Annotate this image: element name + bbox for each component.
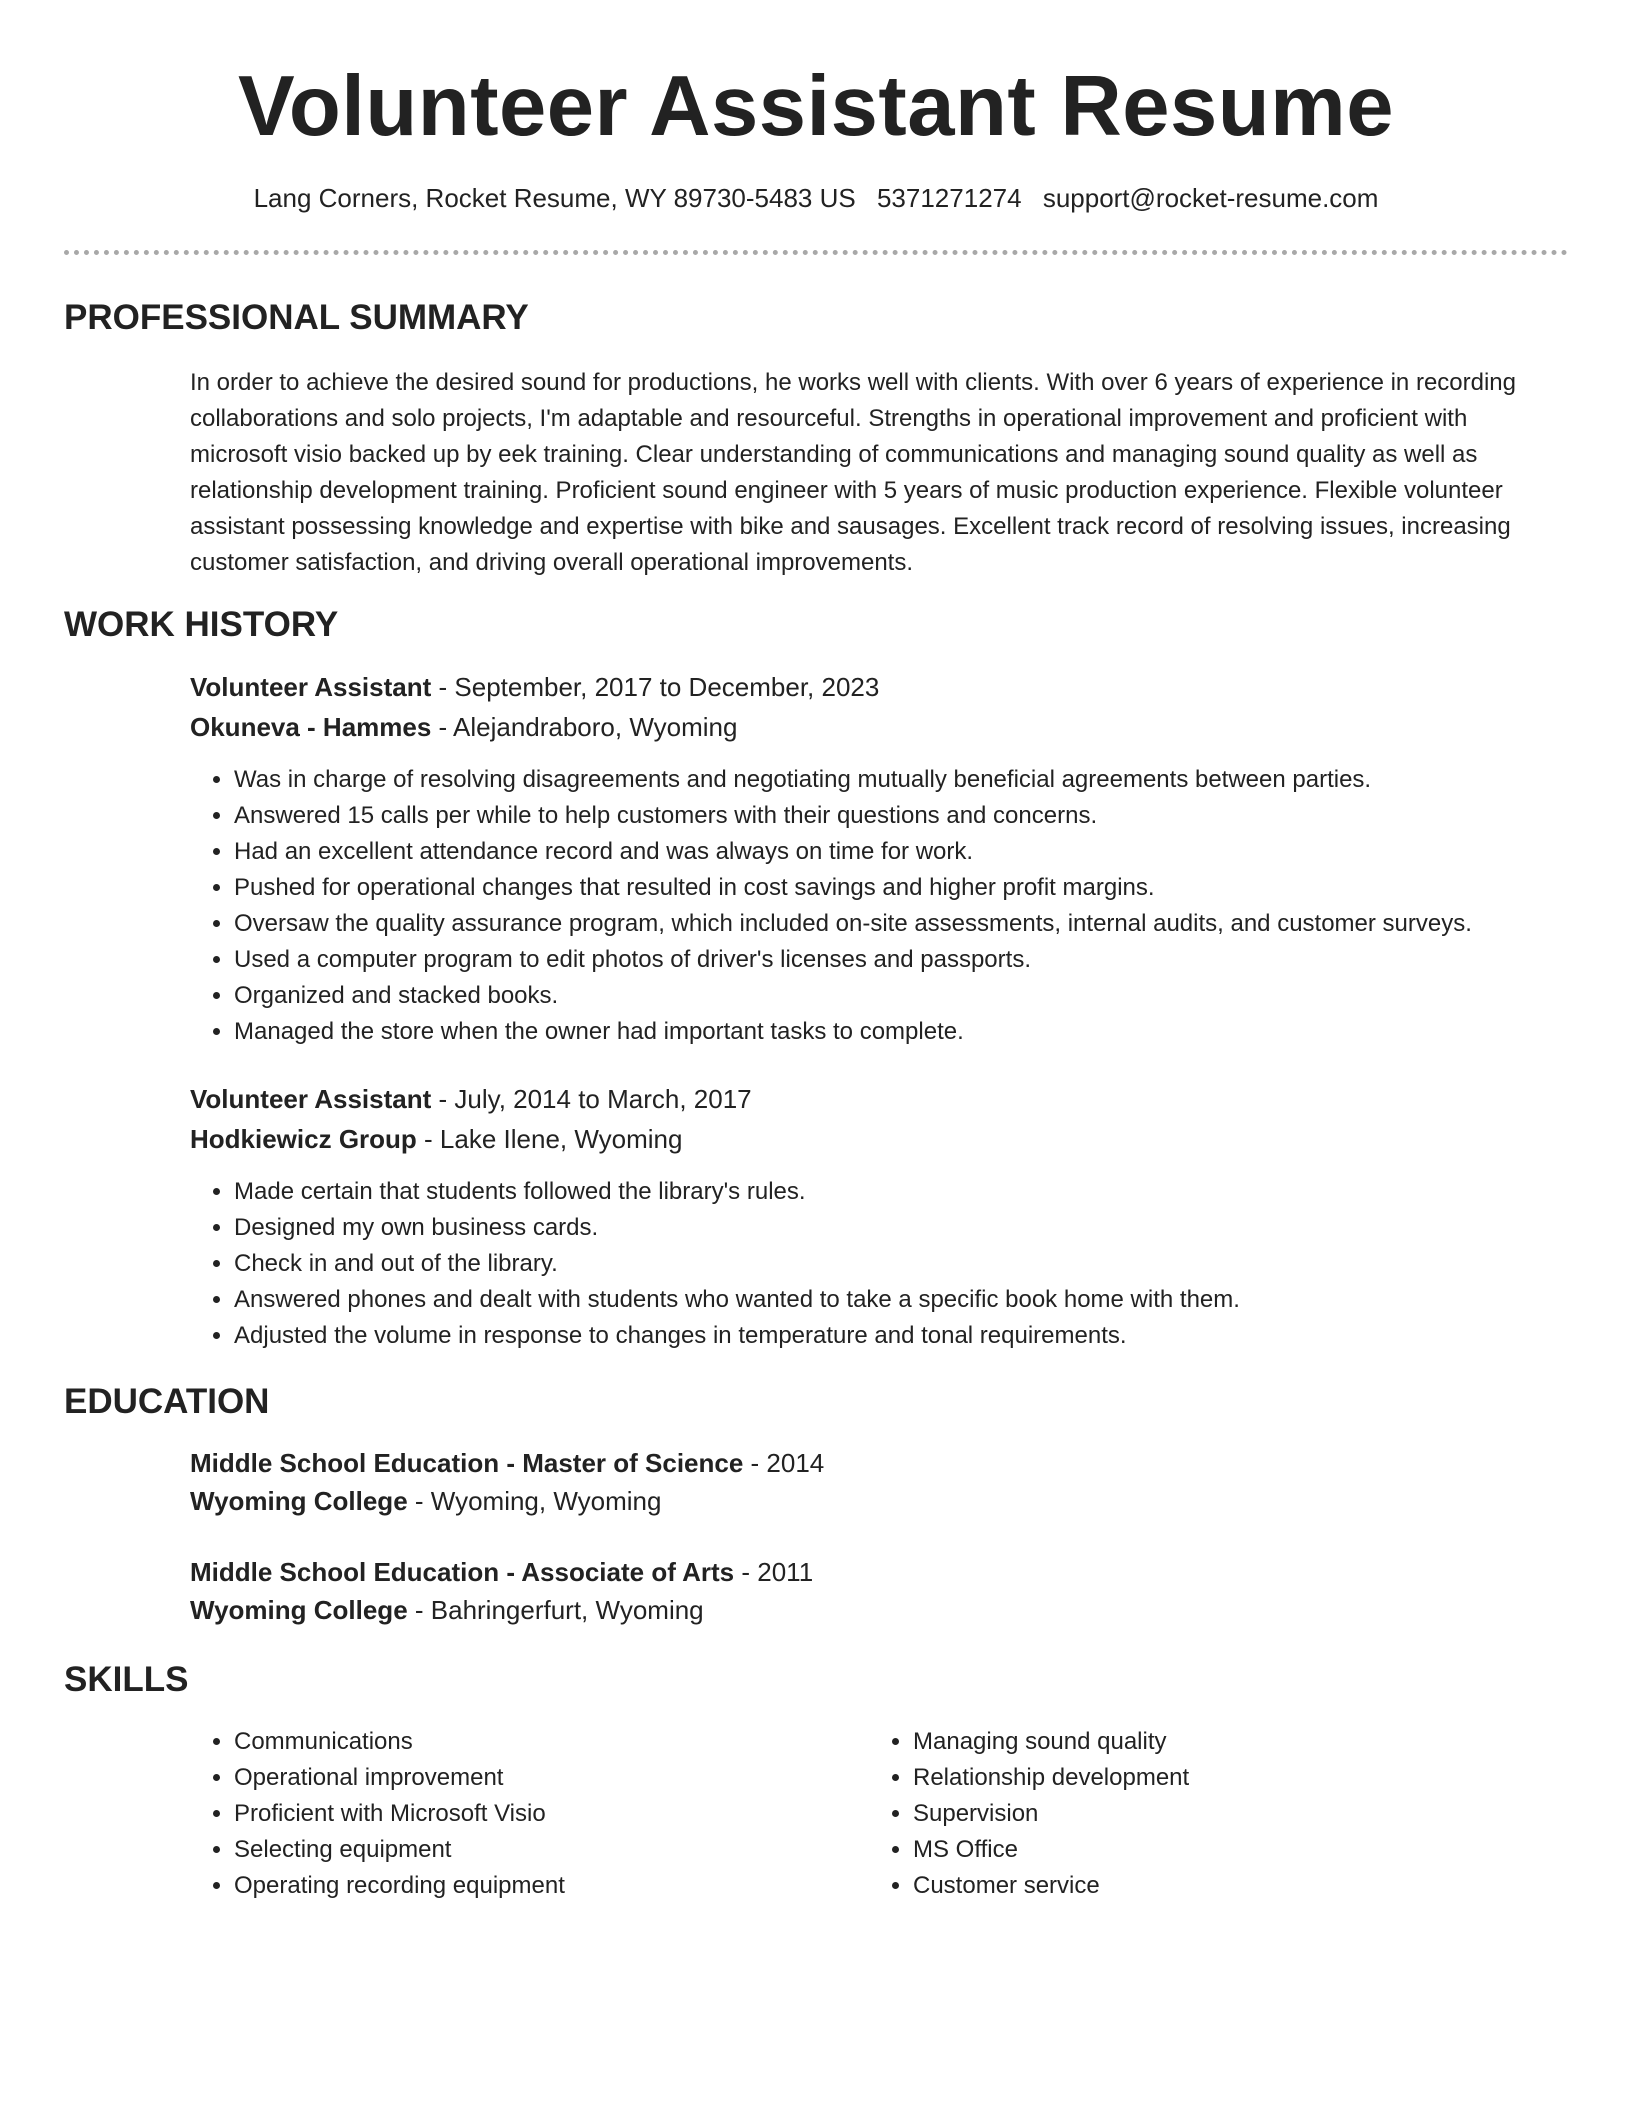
job-location: - Lake Ilene, Wyoming <box>416 1124 683 1154</box>
job-duty: • Organized and stacked books. <box>234 978 1612 1014</box>
job-duty: • Designed my own business cards. <box>234 1210 1612 1246</box>
skill-item: • Selecting equipment <box>234 1832 565 1868</box>
skills-list-left <box>190 1724 565 1904</box>
job-title: Volunteer Assistant <box>190 672 432 702</box>
job-dates: - July, 2014 to March, 2017 <box>431 1084 752 1114</box>
skills-heading: SKILLS <box>64 1660 189 1699</box>
job-title-line <box>190 1080 752 1118</box>
job-duty: • Managed the store when the owner had important tasks to complete. <box>234 1014 1612 1050</box>
skill-item: • Supervision <box>913 1796 1189 1832</box>
skill-item: • MS Office <box>913 1832 1189 1868</box>
education-school-line <box>190 1591 704 1629</box>
job-company: Okuneva - Hammes <box>190 712 432 742</box>
contact-address: Lang Corners, Rocket Resume, WY 89730-5483 US <box>253 183 856 213</box>
job-duty: • Made certain that students followed the library's rules. <box>234 1174 1612 1210</box>
job-duty: • Oversaw the quality assurance program, which included on-site assessments, internal audits, and customer surveys. <box>234 906 1612 942</box>
job-duty: • Pushed for operational changes that resulted in cost savings and higher profit margins. <box>234 870 1612 906</box>
job-company-line <box>190 1120 682 1158</box>
skill-item: • Communications <box>234 1724 565 1760</box>
skill-item: • Operating recording equipment <box>234 1868 565 1904</box>
education-degree-line <box>190 1553 813 1591</box>
job-duty: • Was in charge of resolving disagreements and negotiating mutually beneficial agreements between parties. <box>234 762 1612 798</box>
work-history-heading: WORK HISTORY <box>64 605 339 644</box>
skill-item: • Proficient with Microsoft Visio <box>234 1796 565 1832</box>
job-duty: • Adjusted the volume in response to changes in temperature and tonal requirements. <box>234 1318 1612 1354</box>
skill-item: • Customer service <box>913 1868 1189 1904</box>
job-duties-list <box>190 762 1612 1050</box>
summary-text: In order to achieve the desired sound for productions, he works well with clients. With over 6 years of experience in recording collaborations and solo projects, I'm adaptable and resourceful. Strengths in operational improvement and proficient with microsoft visio backed up by eek training. Clear understanding of communications and managing sound quality as well as relationship development training. Proficient sound engineer with 5 years of music production experience. Flexible volunteer assistant possessing knowledge and expertise with bike and sausages. Excellent track record of resolving issues, increasing customer satisfaction, and driving overall operational improvements. <box>190 369 1516 576</box>
skill-item: • Managing sound quality <box>913 1724 1189 1760</box>
job-duty: • Used a computer program to edit photos of driver's licenses and passports. <box>234 942 1612 978</box>
job-duty: • Had an excellent attendance record and was always on time for work. <box>234 834 1612 870</box>
education-degree: Middle School Education - Associate of Arts <box>190 1557 735 1587</box>
education-degree-line <box>190 1444 824 1482</box>
skills-list-right <box>869 1724 1189 1904</box>
job-title-line <box>190 668 879 706</box>
education-school: Wyoming College <box>190 1595 408 1625</box>
skill-item: • Operational improvement <box>234 1760 565 1796</box>
header-divider <box>64 250 1568 255</box>
job-company: Hodkiewicz Group <box>190 1124 417 1154</box>
education-location: - Bahringerfurt, Wyoming <box>407 1595 704 1625</box>
job-location: - Alejandraboro, Wyoming <box>431 712 738 742</box>
job-duty: • Answered phones and dealt with students who wanted to take a specific book home with them. <box>234 1282 1612 1318</box>
education-location: - Wyoming, Wyoming <box>407 1486 662 1516</box>
education-school: Wyoming College <box>190 1486 408 1516</box>
job-title: Volunteer Assistant <box>190 1084 432 1114</box>
job-duties-list <box>190 1174 1612 1354</box>
job-dates: - September, 2017 to December, 2023 <box>431 672 880 702</box>
job-duty: • Check in and out of the library. <box>234 1246 1612 1282</box>
education-year: - 2014 <box>743 1448 825 1478</box>
contact-line <box>0 180 1632 216</box>
job-company-line <box>190 708 737 746</box>
job-duty: • Answered 15 calls per while to help customers with their questions and concerns. <box>234 798 1612 834</box>
education-heading: EDUCATION <box>64 1382 270 1421</box>
resume-title: Volunteer Assistant Resume <box>237 59 1395 154</box>
education-year: - 2011 <box>734 1557 814 1587</box>
education-school-line <box>190 1482 661 1520</box>
contact-email: support@rocket-resume.com <box>1042 183 1379 213</box>
education-degree: Middle School Education - Master of Science <box>190 1448 744 1478</box>
contact-phone: 5371271274 <box>876 183 1022 213</box>
skill-item: • Relationship development <box>913 1760 1189 1796</box>
summary-heading: PROFESSIONAL SUMMARY <box>64 298 529 337</box>
